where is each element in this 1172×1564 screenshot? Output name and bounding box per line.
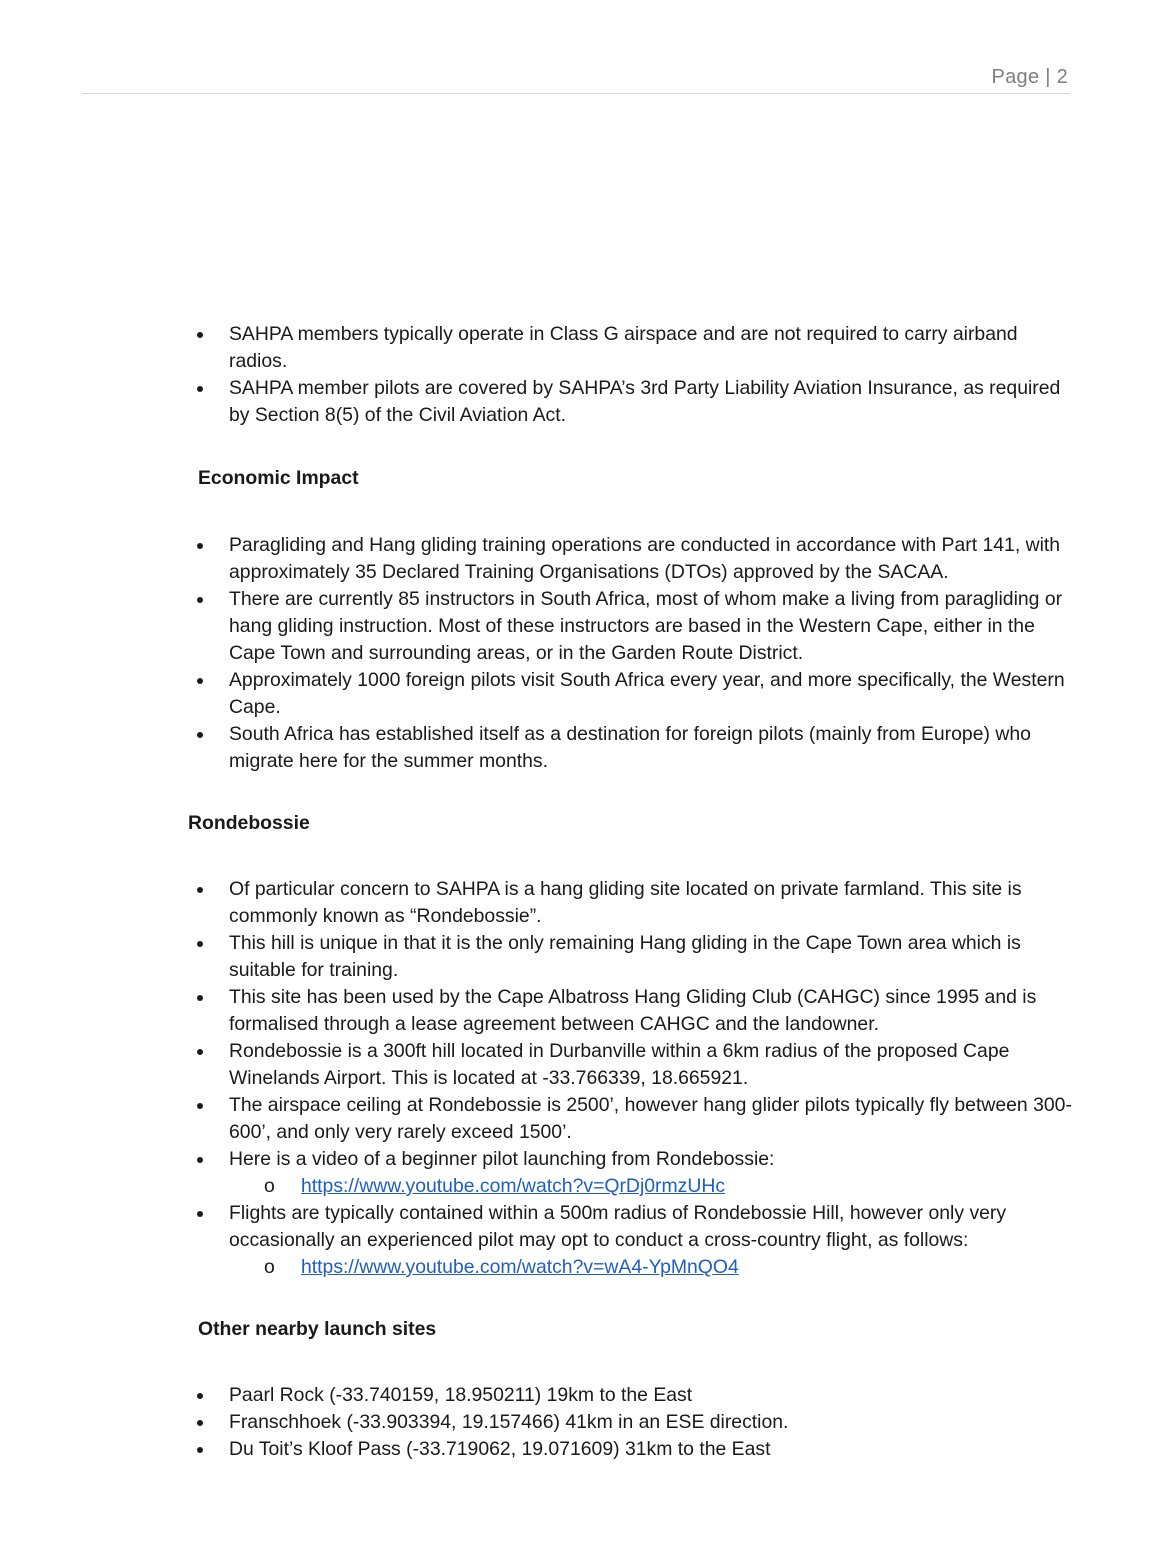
list-item-text: Flights are typically contained within a 500m radius of Rondebossie Hill, however only very occasionally an experienced pilot may opt to conduct a cross-country flight, as follows: [229, 1202, 1007, 1251]
page-number-header: Page | 2 [991, 66, 1068, 88]
economic-impact-heading: Economic Impact [198, 467, 359, 489]
sub-list-item [229, 1173, 1072, 1200]
list-item: Paarl Rock (-33.740159, 18.950211) 19km to the East [0, 1382, 1172, 1409]
list-item: SAHPA member pilots are covered by SAHPA’s 3rd Party Liability Aviation Insurance, as required by Section 8(5) of the Civil Aviation Act. [0, 375, 1172, 429]
list-item: SAHPA members typically operate in Class G airspace and are not required to carry airband radios. [0, 321, 1172, 375]
other-sites-bullet-list [0, 1382, 1172, 1463]
list-item: South Africa has established itself as a destination for foreign pilots (mainly from Europe) who migrate here for the summer months. [0, 721, 1172, 775]
youtube-link-beginner-launch[interactable]: https://www.youtube.com/watch?v=QrDj0rmzUHc [301, 1175, 726, 1197]
list-item: Of particular concern to SAHPA is a hang gliding site located on private farmland. This site is commonly known as “Rondebossie”. [0, 876, 1172, 930]
list-item-text: Here is a video of a beginner pilot launching from Rondebossie: [229, 1148, 775, 1170]
sub-bullet-marker: o [264, 1256, 275, 1278]
list-item: The airspace ceiling at Rondebossie is 2500’, however hang glider pilots typically fly between 300-600’, and only very rarely exceed 1500’. [0, 1092, 1172, 1146]
list-item: Du Toit’s Kloof Pass (-33.719062, 19.071609) 31km to the East [0, 1436, 1172, 1463]
rondebossie-heading: Rondebossie [188, 812, 310, 834]
list-item: Approximately 1000 foreign pilots visit South Africa every year, and more specifically, the Western Cape. [0, 667, 1172, 721]
list-item [0, 1200, 1172, 1281]
list-item [0, 1146, 1172, 1200]
list-item: This site has been used by the Cape Albatross Hang Gliding Club (CAHGC) since 1995 and is formalised through a lease agreement between CAHGC and the landowner. [0, 984, 1172, 1038]
economic-bullet-list [0, 532, 1172, 775]
rondebossie-bullet-list [0, 876, 1172, 1281]
sub-list [229, 1254, 1072, 1281]
sub-bullet-marker: o [264, 1175, 275, 1197]
list-item: Franschhoek (-33.903394, 19.157466) 41km in an ESE direction. [0, 1409, 1172, 1436]
list-item: Paragliding and Hang gliding training operations are conducted in accordance with Part 141, with approximately 35 Declared Training Organisations (DTOs) approved by the SACAA. [0, 532, 1172, 586]
other-launch-sites-heading: Other nearby launch sites [198, 1318, 437, 1340]
list-item: There are currently 85 instructors in South Africa, most of whom make a living from paragliding or hang gliding instruction. Most of these instructors are based in the Western Cape, either in the Cape Town and surrounding areas, or in the Garden Route District. [0, 586, 1172, 667]
sub-list-item [229, 1254, 1072, 1281]
sub-list [229, 1173, 1072, 1200]
intro-bullet-list [0, 321, 1172, 429]
list-item: Rondebossie is a 300ft hill located in Durbanville within a 6km radius of the proposed Cape Winelands Airport. This is located at -33.766339, 18.665921. [0, 1038, 1172, 1092]
list-item: This hill is unique in that it is the only remaining Hang gliding in the Cape Town area which is suitable for training. [0, 930, 1172, 984]
youtube-link-cross-country[interactable]: https://www.youtube.com/watch?v=wA4-YpMnQO4 [301, 1256, 739, 1278]
